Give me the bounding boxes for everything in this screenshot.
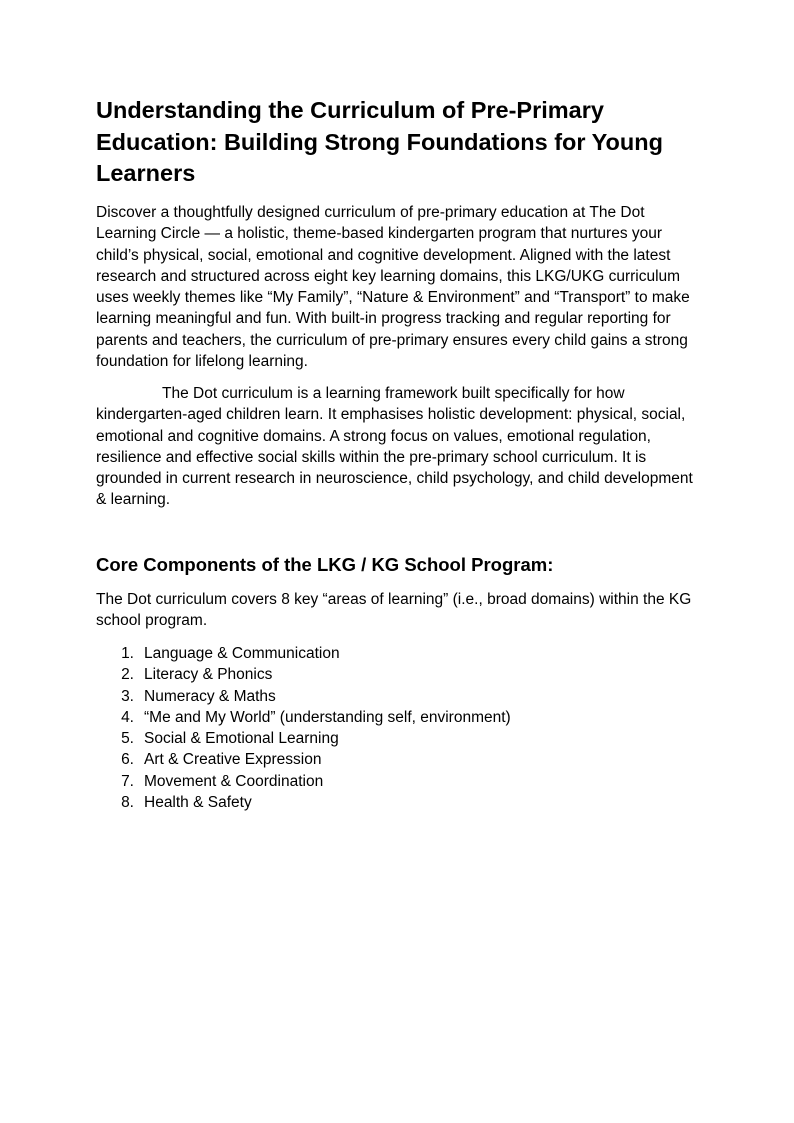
list-item bbox=[96, 728, 511, 749]
list-item-number: 1. bbox=[121, 645, 134, 662]
list-item-label: Language & Communication bbox=[144, 645, 340, 662]
list-item-label: Social & Emotional Learning bbox=[144, 730, 339, 748]
list-item-number: 2. bbox=[121, 666, 134, 684]
list-item bbox=[96, 664, 511, 685]
list-item-number: 5. bbox=[121, 730, 134, 748]
list-item-number: 8. bbox=[121, 794, 134, 812]
list-item-number: 4. bbox=[121, 708, 134, 726]
list-item-label: Art & Creative Expression bbox=[144, 751, 322, 769]
intro-paragraph: Discover a thoughtfully designed curriculum of pre-primary education at The Dot Learning Circle — a holistic, theme-based kindergarten program that nurtures your child’s physical, social, emotional and cognitive development. Aligned with the latest research and structured across eight key learning domains, this LKG/UKG curriculum uses weekly themes like “My Family”, “Nature & Environment” and “Transport” to make learning meaningful and fun. With built-in progress tracking and regular reporting for parents and teachers, the curriculum of pre-primary ensures every child gains a strong foundation for lifelong learning. bbox=[96, 204, 690, 371]
list-item bbox=[96, 707, 511, 728]
list-item-label: Numeracy & Maths bbox=[144, 687, 276, 705]
areas-intro-paragraph: The Dot curriculum covers 8 key “areas of learning” (i.e., broad domains) within the KG school program. bbox=[96, 591, 692, 630]
list-item bbox=[96, 792, 511, 813]
list-item-label: Movement & Coordination bbox=[144, 772, 324, 790]
list-item bbox=[96, 643, 511, 664]
areas-of-learning-list bbox=[96, 643, 511, 813]
list-item-label: “Me and My World” (understanding self, environment) bbox=[144, 708, 511, 726]
list-item bbox=[96, 749, 511, 770]
list-item-number: 7. bbox=[121, 772, 134, 790]
list-item bbox=[96, 771, 511, 792]
list-item bbox=[96, 686, 511, 707]
dot-curriculum-paragraph: The Dot curriculum is a learning framework built specifically for how kindergarten-aged children learn. It emphasises holistic development: physical, social, emotional and cognitive domains. A strong focus on values, emotional regulation, resilience and effective social skills within the pre-primary school curriculum. It is grounded in current research in neuroscience, child psychology, and child development & learning. bbox=[96, 385, 693, 509]
list-item-number: 3. bbox=[121, 687, 134, 705]
list-item-label: Health & Safety bbox=[144, 794, 252, 812]
section-heading: Core Components of the LKG / KG School Program: bbox=[96, 554, 554, 575]
list-item-number: 6. bbox=[121, 751, 134, 769]
page-title: Understanding the Curriculum of Pre-Primary Education: Building Strong Foundations for Young Learners bbox=[96, 97, 663, 186]
list-item-label: Literacy & Phonics bbox=[144, 666, 273, 684]
